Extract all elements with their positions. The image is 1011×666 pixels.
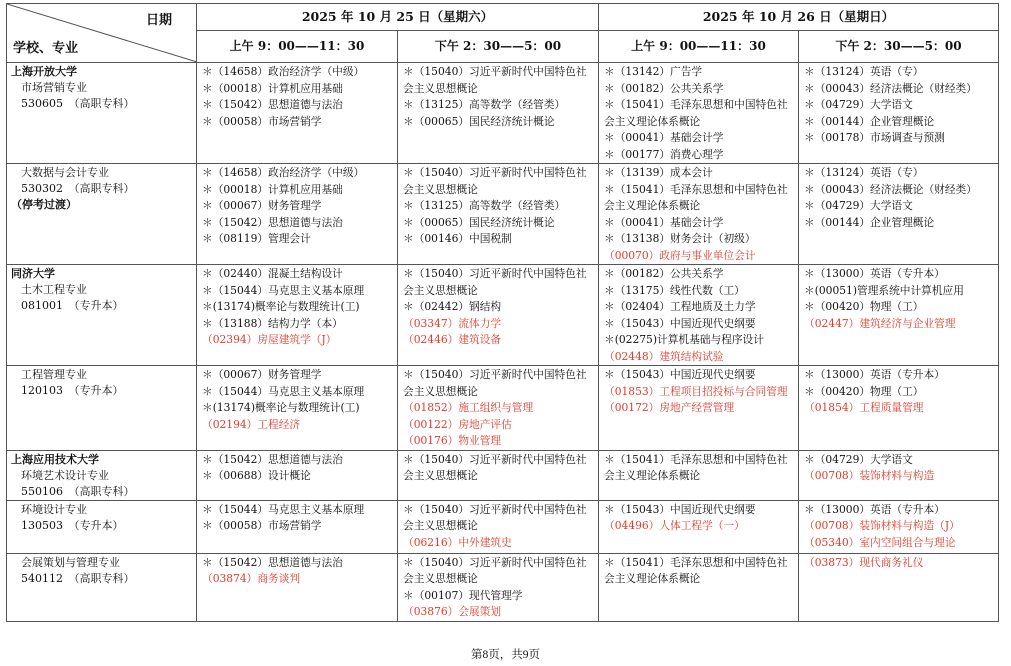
exam-slot-cell-sun-pm	[799, 500, 999, 553]
exam-subject: ＊（15042）思想道德与法治	[202, 452, 343, 466]
slot-header-sat-am: 上午 9：00——11：30	[197, 31, 398, 63]
school-name: 上海开放大学	[11, 65, 77, 78]
exam-subject: ＊（00420）物理（工）	[804, 384, 924, 398]
exam-subject: ＊(00051)管理系统中计算机应用	[804, 283, 964, 297]
major-code: 540112 （高职专科）	[21, 571, 135, 585]
exam-slot-cell-sat-pm	[398, 500, 599, 553]
exam-subject: ＊（00018）计算机应用基础	[202, 81, 343, 95]
slot-header-sat-pm: 下午 2：30——5：00	[398, 31, 599, 63]
exam-slot-cell-sat-am	[197, 265, 398, 366]
exam-slot-cell-sat-pm	[398, 450, 599, 500]
day-header-oct26: 2025 年 10 月 26 日（星期日）	[599, 4, 999, 31]
exam-subject: ＊（14658）政治经济学（中级）	[202, 65, 365, 78]
exam-subject: ＊（00018）计算机应用基础	[202, 182, 343, 196]
school-major-cell	[7, 450, 197, 500]
schedule-row	[7, 265, 999, 366]
elective-subject: （02447）建筑经济与企业管理	[804, 316, 956, 330]
elective-subject: （05340）室内空间组合与理论	[804, 535, 956, 549]
exam-slot-cell-sat-pm	[398, 63, 599, 164]
exam-subject: ＊（14658）政治经济学（中级）	[202, 166, 365, 179]
elective-subject: （02394）房屋建筑学（J）	[202, 333, 337, 346]
exam-subject: ＊（15044）马克思主义基本原理	[202, 283, 365, 297]
exam-subject: ＊（15043）中国近现代史纲要	[604, 316, 756, 330]
exam-subject: ＊（00043）经济法概论（财经类）	[804, 81, 977, 95]
exam-subject: ＊（00107）现代管理学	[403, 588, 523, 602]
exam-slot-cell-sun-pm	[799, 164, 999, 265]
school-major-cell	[7, 63, 197, 164]
elective-subject: （02194）工程经济	[202, 417, 301, 431]
exam-subject: ＊（13000）英语（专升本）	[804, 368, 945, 381]
school-name: 同济大学	[11, 267, 55, 280]
exam-subject: ＊（13188）结构力学（本）	[202, 316, 343, 330]
exam-subject: ＊（15040）习近平新时代中国特色社会主义思想概论	[403, 452, 587, 482]
exam-subject: ＊（15042）思想道德与法治	[202, 215, 343, 229]
exam-slot-cell-sun-am	[599, 500, 799, 553]
exam-subject: ＊（15040）习近平新时代中国特色社会主义思想概论	[403, 555, 587, 585]
exam-subject: ＊（00065）国民经济统计概论	[403, 215, 555, 229]
elective-subject: （04496）人体工程学（一）	[604, 519, 745, 532]
exam-subject: ＊（15044）马克思主义基本原理	[202, 502, 365, 516]
exam-subject: ＊（00144）企业管理概论	[804, 215, 935, 229]
school-major-cell	[7, 366, 197, 451]
exam-subject: ＊（08119）管理会计	[202, 232, 311, 245]
exam-subject: ＊（15044）马克思主义基本原理	[202, 384, 365, 398]
exam-subject: ＊(02275)计算机基础与程序设计	[604, 333, 764, 346]
exam-slot-cell-sun-pm	[799, 63, 999, 164]
exam-slot-cell-sun-am	[599, 63, 799, 164]
exam-subject: ＊（02404）工程地质及土力学	[604, 300, 756, 313]
elective-subject: （01852）施工组织与管理	[403, 401, 534, 414]
exam-slot-cell-sat-am	[197, 500, 398, 553]
elective-subject: （00172）房地产经营管理	[604, 401, 735, 414]
exam-subject: ＊（04729）大学语文	[804, 98, 913, 111]
page-number: 第8页，共9页	[471, 649, 540, 661]
exam-subject: ＊（15041）毛泽东思想和中国特色社会主义理论体系概论	[604, 452, 788, 482]
elective-subject: （00070）政府与事业单位会计	[604, 248, 756, 262]
school-major-cell	[7, 265, 197, 366]
elective-subject: （03347）流体力学	[403, 316, 502, 330]
elective-subject: （00708）装饰材料与构造	[804, 469, 935, 482]
exam-subject: ＊（00182）公共关系学	[604, 267, 724, 280]
exam-subject: ＊（13125）高等数学（经管类）	[403, 199, 566, 212]
exam-subject: ＊（00041）基础会计学	[604, 215, 724, 229]
exam-subject: ＊（00177）消费心理学	[604, 147, 724, 161]
exam-slot-cell-sun-pm	[799, 265, 999, 366]
day-header-oct25: 2025 年 10 月 25 日（星期六）	[197, 4, 599, 31]
exam-slot-cell-sat-pm	[398, 366, 599, 451]
schedule-row	[7, 63, 999, 164]
elective-subject: （00176）物业管理	[403, 434, 502, 447]
exam-subject: ＊（00043）经济法概论（财经类）	[804, 182, 977, 196]
elective-subject: （03873）现代商务礼仪	[804, 555, 924, 569]
major-code: 130503 （专升本）	[21, 518, 124, 532]
exam-subject: ＊（15042）思想道德与法治	[202, 555, 343, 569]
exam-subject: ＊（13125）高等数学（经管类）	[403, 98, 566, 111]
exam-subject: ＊（00144）企业管理概论	[804, 114, 935, 128]
school-major-cell	[7, 164, 197, 265]
exam-subject: ＊（13124）英语（专）	[804, 65, 924, 78]
major-note: （停考过渡）	[11, 198, 77, 211]
exam-slot-cell-sun-am	[599, 553, 799, 621]
exam-subject: ＊（00178）市场调查与预测	[804, 131, 945, 144]
exam-subject: ＊（13000）英语（专升本）	[804, 267, 945, 280]
exam-slot-cell-sat-pm	[398, 553, 599, 621]
major-name: 环境艺术设计专业	[21, 468, 109, 482]
major-name: 大数据与会计专业	[21, 166, 109, 179]
exam-slot-cell-sat-am	[197, 366, 398, 451]
elective-subject: （02448）建筑结构试验	[604, 349, 724, 363]
exam-subject: ＊（00420）物理（工）	[804, 300, 924, 313]
major-code: 081001 （专升本）	[21, 299, 124, 312]
exam-slot-cell-sun-pm	[799, 450, 999, 500]
exam-slot-cell-sun-pm	[799, 553, 999, 621]
exam-subject: ＊（15043）中国近现代史纲要	[604, 502, 756, 516]
major-code: 530605 （高职专科）	[21, 97, 135, 110]
school-name: 上海应用技术大学	[11, 452, 99, 466]
exam-subject: ＊（00058）市场营销学	[202, 519, 322, 532]
schedule-row	[7, 500, 999, 553]
exam-subject: ＊（15041）毛泽东思想和中国特色社会主义理论体系概论	[604, 98, 788, 128]
exam-subject: ＊（00688）设计概论	[202, 469, 311, 482]
exam-subject: ＊（15040）习近平新时代中国特色社会主义思想概论	[403, 502, 587, 532]
exam-subject: ＊（13138）财务会计（初级）	[604, 232, 756, 245]
schedule-row	[7, 366, 999, 451]
exam-slot-cell-sun-am	[599, 265, 799, 366]
header-corner-cell	[7, 4, 197, 63]
exam-slot-cell-sun-am	[599, 164, 799, 265]
exam-subject: ＊（02440）混凝土结构设计	[202, 267, 343, 280]
schedule-row	[7, 450, 999, 500]
schedule-row	[7, 553, 999, 621]
exam-slot-cell-sat-pm	[398, 164, 599, 265]
exam-subject: ＊（15040）习近平新时代中国特色社会主义思想概论	[403, 65, 587, 95]
exam-subject: ＊（15041）毛泽东思想和中国特色社会主义理论体系概论	[604, 555, 788, 585]
exam-subject: ＊（00058）市场营销学	[202, 114, 322, 128]
slot-header-sun-pm: 下午 2：30——5：00	[799, 31, 999, 63]
exam-subject: ＊（15041）毛泽东思想和中国特色社会主义理论体系概论	[604, 182, 788, 212]
elective-subject: （03876）会展策划	[403, 605, 502, 618]
slot-header-sun-am: 上午 9：00——11：30	[599, 31, 799, 63]
exam-slot-cell-sun-am	[599, 450, 799, 500]
exam-slot-cell-sat-pm	[398, 265, 599, 366]
elective-subject: （01854）工程质量管理	[804, 401, 924, 414]
exam-subject: ＊（00067）财务管理学	[202, 368, 322, 381]
exam-subject: ＊（15043）中国近现代史纲要	[604, 368, 756, 381]
exam-subject: ＊（13139）成本会计	[604, 166, 713, 179]
exam-slot-cell-sun-am	[599, 366, 799, 451]
exam-slot-cell-sat-am	[197, 553, 398, 621]
major-name: 会展策划与管理专业	[21, 555, 120, 569]
elective-subject: （03874）商务谈判	[202, 572, 301, 585]
corner-date-label: 日期	[145, 13, 172, 28]
exam-slot-cell-sun-pm	[799, 366, 999, 451]
schedule-body	[7, 63, 999, 622]
exam-subject: ＊（15040）习近平新时代中国特色社会主义思想概论	[403, 368, 587, 398]
exam-subject: ＊（00065）国民经济统计概论	[403, 114, 555, 128]
exam-schedule-table	[6, 3, 999, 622]
exam-subject: ＊（04729）大学语文	[804, 452, 913, 466]
exam-subject: ＊（15042）思想道德与法治	[202, 98, 343, 111]
school-major-cell	[7, 500, 197, 553]
exam-subject: ＊（13000）英语（专升本）	[804, 502, 945, 516]
exam-subject: ＊(13174)概率论与数理统计(工)	[202, 300, 360, 313]
exam-subject: ＊（13175）线性代数（工）	[604, 283, 745, 297]
elective-subject: （00122）房地产评估	[403, 417, 512, 431]
exam-subject: ＊（00041）基础会计学	[604, 131, 724, 144]
major-code: 530302 （高职专科）	[21, 182, 135, 195]
exam-subject: ＊（00146）中国税制	[403, 232, 512, 245]
exam-subject: ＊（15040）习近平新时代中国特色社会主义思想概论	[403, 166, 587, 196]
major-name: 土木工程专业	[21, 283, 87, 296]
exam-slot-cell-sat-am	[197, 63, 398, 164]
major-code: 120103 （专升本）	[21, 384, 124, 397]
corner-school-label: 学校、专业	[13, 41, 79, 56]
major-name: 市场营销专业	[21, 81, 87, 94]
elective-subject: （00708）装饰材料与构造（J）	[804, 519, 960, 532]
exam-slot-cell-sat-am	[197, 164, 398, 265]
exam-subject: ＊（15040）习近平新时代中国特色社会主义思想概论	[403, 267, 587, 297]
exam-subject: ＊（00182）公共关系学	[604, 81, 724, 95]
schedule-row	[7, 164, 999, 265]
school-major-cell	[7, 553, 197, 621]
exam-subject: ＊（04729）大学语文	[804, 199, 913, 212]
exam-subject: ＊（00067）财务管理学	[202, 199, 322, 212]
exam-subject: ＊（02442）钢结构	[403, 300, 502, 313]
major-name: 工程管理专业	[21, 368, 87, 381]
elective-subject: （06216）中外建筑史	[403, 535, 512, 549]
major-name: 环境设计专业	[21, 502, 87, 516]
exam-subject: ＊（13142）广告学	[604, 65, 703, 78]
exam-slot-cell-sat-am	[197, 450, 398, 500]
major-code: 550106 （高职专科）	[21, 484, 135, 498]
exam-subject: ＊(13174)概率论与数理统计(工)	[202, 401, 360, 414]
exam-subject: ＊（13124）英语（专）	[804, 166, 924, 179]
elective-subject: （01853）工程项目招投标与合同管理	[604, 384, 788, 398]
elective-subject: （02446）建筑设备	[403, 333, 502, 346]
